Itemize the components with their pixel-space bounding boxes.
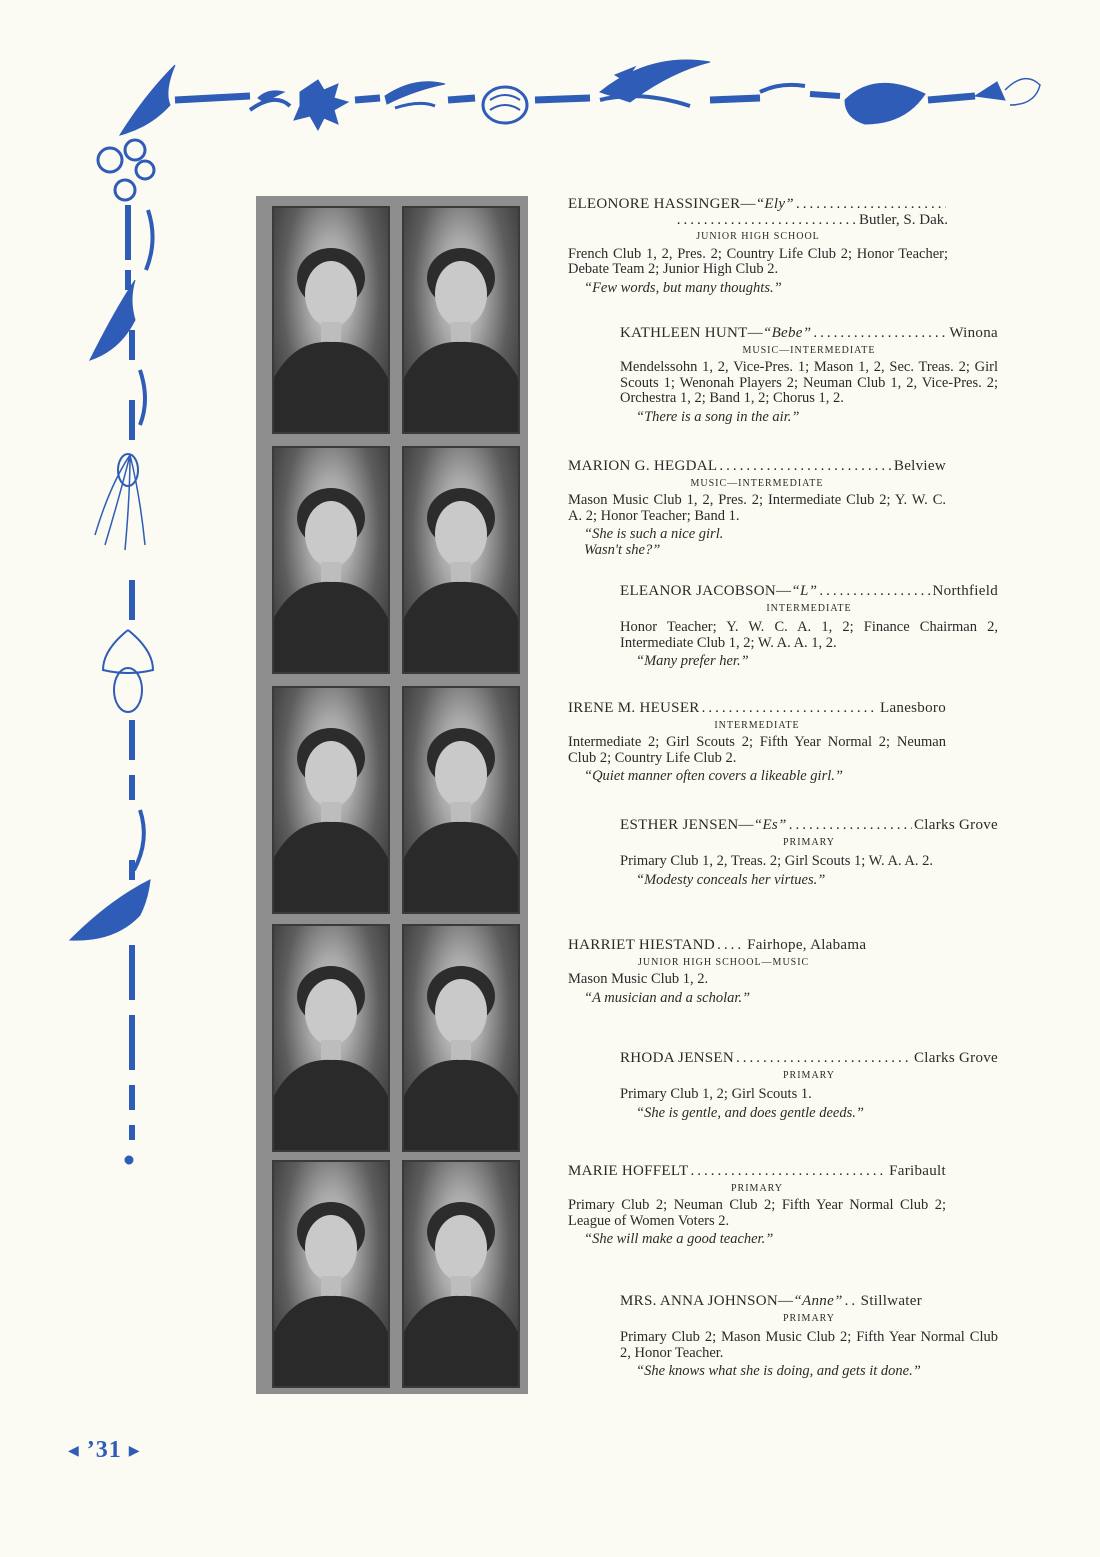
portrait-photo <box>272 924 390 1152</box>
student-activities: Primary Club 2; Neuman Club 2; Fifth Year Normal Club 2; League of Women Voters 2. <box>568 1197 946 1229</box>
student-motto: “Modesty conceals her virtues.” <box>636 871 826 888</box>
portrait-silhouette <box>274 926 388 1150</box>
student-entry: ELEONORE HASSINGER— “Ely” ..... ...........................Butler, S. Dak. JUNIOR HIGH SCHOOL French Club 1, 2, Pres. 2; Country Life Club 2; Honor Teacher; Debate Team 2; Junior High Club 2. “Few words, but many thoughts.” <box>568 197 948 296</box>
student-motto: “She is such a nice girl. Wasn't she?” <box>584 526 724 558</box>
student-activities: Mason Music Club 1, 2. <box>568 971 709 987</box>
portrait-photo <box>272 686 390 914</box>
portrait-photo <box>402 1160 520 1388</box>
student-hometown: Belview <box>893 458 946 474</box>
student-nickname: “Anne” <box>793 1293 843 1309</box>
student-course: MUSIC—INTERMEDIATE <box>690 477 824 489</box>
student-name: RHODA JENSEN <box>620 1050 735 1066</box>
student-nickname: “L” <box>791 583 818 599</box>
page-number: ◀ ’31 ▶ <box>68 1437 141 1463</box>
student-entry <box>620 1294 998 1380</box>
student-name: KATHLEEN HUNT— <box>620 325 763 341</box>
student-hometown: Butler, S. Dak. <box>859 211 948 228</box>
portrait-silhouette <box>274 688 388 912</box>
portrait-silhouette <box>274 1162 388 1386</box>
student-entry <box>620 1051 998 1121</box>
student-course: PRIMARY <box>782 1069 835 1081</box>
student-entry <box>620 326 998 425</box>
student-name: ESTHER JENSEN— <box>620 817 754 833</box>
student-name: HARRIET HIESTAND <box>568 937 716 953</box>
student-hometown: Fairhope, Alabama <box>747 937 867 953</box>
student-activities: Primary Club 1, 2; Girl Scouts 1. <box>620 1086 812 1102</box>
portrait-silhouette <box>404 208 518 432</box>
ornament-icon: ▶ <box>128 1443 141 1459</box>
student-motto: “A musician and a scholar.” <box>584 989 751 1006</box>
student-name: MARIE HOFFELT <box>568 1163 689 1179</box>
student-hometown: Clarks Grove <box>914 1050 998 1066</box>
student-course: INTERMEDIATE <box>714 719 800 731</box>
student-activities: Primary Club 1, 2, Treas. 2; Girl Scouts 1; W. A. A. 2. <box>620 853 933 869</box>
portrait-photo-strip <box>256 196 528 1394</box>
portrait-photo <box>402 206 520 434</box>
student-activities: Honor Teacher; Y. W. C. A. 1, 2; Finance Chairman 2, Intermediate Club 1, 2; W. A. A. 1, 2. <box>620 619 998 651</box>
student-course: INTERMEDIATE <box>766 602 852 614</box>
student-motto: “She knows what she is doing, and gets it done.” <box>636 1363 921 1379</box>
student-entry <box>568 701 946 785</box>
student-entry <box>620 584 998 670</box>
student-motto: “There is a song in the air.” <box>636 408 800 425</box>
student-name: MARION G. HEGDAL <box>568 458 718 474</box>
portrait-silhouette <box>404 926 518 1150</box>
student-entry <box>568 1164 946 1248</box>
student-activities: Primary Club 2; Mason Music Club 2; Fifth Year Normal Club 2, Honor Teacher. <box>620 1329 998 1361</box>
portrait-silhouette <box>404 688 518 912</box>
student-name: ELEANOR JACOBSON— <box>620 583 792 599</box>
student-motto: “Few words, but many thoughts.” <box>584 279 782 296</box>
portrait-photo <box>272 1160 390 1388</box>
student-activities: Mason Music Club 1, 2, Pres. 2; Intermediate Club 2; Y. W. C. A. 2; Honor Teacher; Band 1. <box>568 492 946 524</box>
student-motto: “She will make a good teacher.” <box>584 1231 774 1247</box>
student-hometown: Northfield <box>932 583 998 599</box>
student-entry <box>568 938 946 1006</box>
student-course: JUNIOR HIGH SCHOOL <box>696 231 820 242</box>
student-hometown: Winona <box>949 325 998 341</box>
portrait-silhouette <box>404 448 518 672</box>
student-motto: “Quiet manner often covers a likeable girl.” <box>584 768 843 784</box>
portrait-silhouette <box>404 1162 518 1386</box>
student-course: JUNIOR HIGH SCHOOL—MUSIC <box>638 956 810 968</box>
student-course: PRIMARY <box>782 1312 835 1324</box>
student-name: IRENE M. HEUSER <box>568 700 700 716</box>
student-course: PRIMARY <box>730 1182 783 1194</box>
portrait-photo <box>272 206 390 434</box>
student-motto: “Many prefer her.” <box>636 653 749 669</box>
student-hometown: Faribault <box>889 1163 946 1179</box>
ornament-icon: ◀ <box>68 1443 80 1459</box>
student-entry <box>568 459 946 558</box>
student-nickname: “Ely” <box>755 196 794 212</box>
student-name: ELEONORE HASSINGER— <box>568 196 756 212</box>
student-entry <box>620 818 998 888</box>
portrait-silhouette <box>274 208 388 432</box>
student-activities: French Club 1, 2, Pres. 2; Country Life Club 2; Honor Teacher; Debate Team 2; Junior High Club 2. <box>568 245 948 277</box>
student-course: PRIMARY <box>782 836 835 848</box>
student-hometown: Stillwater <box>860 1293 922 1309</box>
portrait-photo <box>402 686 520 914</box>
portrait-photo <box>402 446 520 674</box>
portrait-silhouette <box>274 448 388 672</box>
student-course: MUSIC—INTERMEDIATE <box>742 344 876 356</box>
student-nickname: “Es” <box>753 817 787 833</box>
student-motto: “She is gentle, and does gentle deeds.” <box>636 1104 864 1121</box>
student-hometown: Clarks Grove <box>914 817 998 833</box>
student-activities: Intermediate 2; Girl Scouts 2; Fifth Year Normal 2; Neuman Club 2; Country Life Club 2. <box>568 734 946 766</box>
student-nickname: “Bebe” <box>762 325 812 341</box>
student-hometown: Lanesboro <box>879 700 946 716</box>
student-activities: Mendelssohn 1, 2, Vice-Pres. 1; Mason 1, 2, Sec. Treas. 2; Girl Scouts 1; Wenonah Players 2; Neuman Club 1, 2, Vice-Pres. 2; Orchestra 1, 2; Band 1, 2; Chorus 1, 2. <box>620 359 998 406</box>
student-name: MRS. ANNA JOHNSON— <box>620 1293 794 1309</box>
portrait-photo <box>402 924 520 1152</box>
portrait-photo <box>272 446 390 674</box>
